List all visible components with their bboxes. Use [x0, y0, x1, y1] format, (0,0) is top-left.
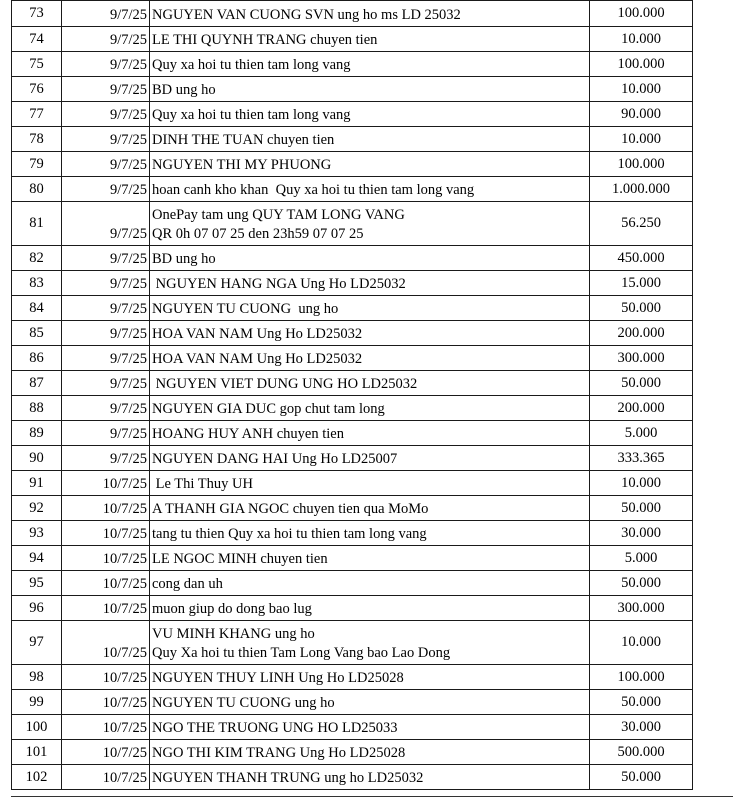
row-number-cell: 95: [12, 571, 62, 596]
amount-cell: 50.000: [590, 690, 693, 715]
date-cell: 10/7/25: [62, 715, 150, 740]
row-number-cell: 76: [12, 77, 62, 102]
description-line: NGUYEN THANH TRUNG ung ho LD25032: [152, 770, 424, 786]
description-cell: [150, 1, 590, 27]
description-line: NGUYEN VAN CUONG SVN ung ho ms LD 25032: [152, 7, 461, 23]
table-row: [12, 496, 693, 521]
table-row: [12, 296, 693, 321]
table-row: [12, 152, 693, 177]
date-cell: 9/7/25: [62, 396, 150, 421]
table-row: [12, 321, 693, 346]
date-cell: 9/7/25: [62, 52, 150, 77]
row-number-cell: 74: [12, 27, 62, 52]
date-cell: 9/7/25: [62, 421, 150, 446]
amount-cell: 200.000: [590, 396, 693, 421]
date-cell: 9/7/25: [62, 296, 150, 321]
row-number-cell: 81: [12, 202, 62, 246]
date-cell: 9/7/25: [62, 446, 150, 471]
table-row: [12, 471, 693, 496]
date-cell: 9/7/25: [62, 202, 150, 246]
description-cell: [150, 740, 590, 765]
table-row: [12, 52, 693, 77]
amount-cell: 50.000: [590, 496, 693, 521]
amount-cell: 100.000: [590, 52, 693, 77]
amount-cell: 333.365: [590, 446, 693, 471]
date-cell: 9/7/25: [62, 127, 150, 152]
table-row: [12, 271, 693, 296]
amount-cell: 300.000: [590, 346, 693, 371]
description-line: Quy xa hoi tu thien tam long vang: [152, 57, 351, 73]
description-line: NGUYEN DANG HAI Ung Ho LD25007: [152, 451, 398, 467]
row-number-cell: 97: [12, 621, 62, 665]
table-row: [12, 396, 693, 421]
description-line: HOA VAN NAM Ung Ho LD25032: [152, 351, 363, 367]
description-cell: [150, 521, 590, 546]
description-cell: [150, 102, 590, 127]
amount-cell: 10.000: [590, 621, 693, 665]
description-line: LE THI QUYNH TRANG chuyen tien: [152, 32, 378, 48]
table-row: [12, 246, 693, 271]
amount-cell: 90.000: [590, 102, 693, 127]
amount-cell: 300.000: [590, 596, 693, 621]
amount-cell: 50.000: [590, 296, 693, 321]
date-cell: 10/7/25: [62, 596, 150, 621]
description-line: BD ung ho: [152, 251, 216, 267]
table-row: [12, 546, 693, 571]
amount-cell: 100.000: [590, 1, 693, 27]
row-number-cell: 102: [12, 765, 62, 790]
description-line: HOANG HUY ANH chuyen tien: [152, 426, 344, 442]
row-number-cell: 78: [12, 127, 62, 152]
description-cell: [150, 27, 590, 52]
row-number-cell: 98: [12, 665, 62, 690]
row-number-cell: 100: [12, 715, 62, 740]
table-row: [12, 202, 693, 246]
amount-cell: 1.000.000: [590, 177, 693, 202]
table-row: [12, 102, 693, 127]
description-cell: [150, 296, 590, 321]
description-line: LE NGOC MINH chuyen tien: [152, 551, 328, 567]
amount-cell: 450.000: [590, 246, 693, 271]
date-cell: 10/7/25: [62, 621, 150, 665]
description-cell: [150, 52, 590, 77]
description-line: cong dan uh: [152, 576, 223, 592]
table-row: [12, 1, 693, 27]
description-line: BD ung ho: [152, 82, 216, 98]
date-cell: 10/7/25: [62, 665, 150, 690]
description-line: hoan canh kho khan Quy xa hoi tu thien tam long vang: [152, 182, 475, 198]
amount-cell: 56.250: [590, 202, 693, 246]
description-cell: [150, 346, 590, 371]
amount-cell: 5.000: [590, 546, 693, 571]
amount-cell: 10.000: [590, 471, 693, 496]
amount-cell: 50.000: [590, 571, 693, 596]
date-cell: 10/7/25: [62, 765, 150, 790]
description-line: NGUYEN THUY LINH Ung Ho LD25028: [152, 670, 404, 686]
row-number-cell: 86: [12, 346, 62, 371]
date-cell: 10/7/25: [62, 690, 150, 715]
table-row: [12, 446, 693, 471]
date-cell: 9/7/25: [62, 77, 150, 102]
date-cell: 9/7/25: [62, 321, 150, 346]
description-cell: [150, 765, 590, 790]
row-number-cell: 82: [12, 246, 62, 271]
date-cell: 10/7/25: [62, 471, 150, 496]
description-cell: [150, 621, 590, 665]
date-cell: 9/7/25: [62, 346, 150, 371]
row-number-cell: 80: [12, 177, 62, 202]
description-cell: [150, 371, 590, 396]
amount-cell: 100.000: [590, 152, 693, 177]
bottom-rule: [11, 796, 733, 797]
description-cell: [150, 596, 590, 621]
amount-cell: 50.000: [590, 371, 693, 396]
date-cell: 9/7/25: [62, 177, 150, 202]
table-row: [12, 740, 693, 765]
date-cell: 9/7/25: [62, 152, 150, 177]
table-row: [12, 421, 693, 446]
table-row: [12, 690, 693, 715]
date-cell: 9/7/25: [62, 1, 150, 27]
amount-cell: 15.000: [590, 271, 693, 296]
date-cell: 9/7/25: [62, 102, 150, 127]
description-line: NGUYEN TU CUONG ung ho: [152, 695, 335, 711]
table-row: [12, 765, 693, 790]
description-line: NGUYEN HANG NGA Ung Ho LD25032: [152, 276, 406, 292]
row-number-cell: 79: [12, 152, 62, 177]
description-cell: [150, 546, 590, 571]
description-cell: [150, 690, 590, 715]
amount-cell: 500.000: [590, 740, 693, 765]
table-row: [12, 621, 693, 665]
donation-table: [11, 0, 693, 790]
description-cell: [150, 665, 590, 690]
description-line: DINH THE TUAN chuyen tien: [152, 132, 335, 148]
description-cell: [150, 177, 590, 202]
description-line: NGUYEN TU CUONG ung ho: [152, 301, 339, 317]
row-number-cell: 77: [12, 102, 62, 127]
description-cell: [150, 715, 590, 740]
description-cell: [150, 127, 590, 152]
table-row: [12, 177, 693, 202]
date-cell: 9/7/25: [62, 271, 150, 296]
table-row: [12, 77, 693, 102]
description-line: NGUYEN THI MY PHUONG: [152, 157, 332, 173]
description-cell: [150, 396, 590, 421]
table-row: [12, 665, 693, 690]
row-number-cell: 101: [12, 740, 62, 765]
table-row: [12, 27, 693, 52]
amount-cell: 10.000: [590, 77, 693, 102]
amount-cell: 10.000: [590, 27, 693, 52]
table-row: [12, 371, 693, 396]
amount-cell: 10.000: [590, 127, 693, 152]
date-cell: 10/7/25: [62, 740, 150, 765]
table-row: [12, 521, 693, 546]
description-line: NGO THI KIM TRANG Ung Ho LD25028: [152, 745, 406, 761]
amount-cell: 100.000: [590, 665, 693, 690]
row-number-cell: 93: [12, 521, 62, 546]
row-number-cell: 99: [12, 690, 62, 715]
row-number-cell: 96: [12, 596, 62, 621]
description-line: Quy Xa hoi tu thien Tam Long Vang bao Lao Dong: [152, 645, 451, 661]
row-number-cell: 84: [12, 296, 62, 321]
description-line: NGUYEN VIET DUNG UNG HO LD25032: [152, 376, 418, 392]
description-line: Le Thi Thuy UH: [152, 476, 253, 492]
row-number-cell: 75: [12, 52, 62, 77]
description-cell: [150, 152, 590, 177]
date-cell: 10/7/25: [62, 521, 150, 546]
row-number-cell: 73: [12, 1, 62, 27]
date-cell: 9/7/25: [62, 246, 150, 271]
amount-cell: 200.000: [590, 321, 693, 346]
description-line: Quy xa hoi tu thien tam long vang: [152, 107, 351, 123]
date-cell: 9/7/25: [62, 27, 150, 52]
description-cell: [150, 202, 590, 246]
description-line: tang tu thien Quy xa hoi tu thien tam long vang: [152, 526, 427, 542]
description-cell: [150, 421, 590, 446]
description-line: HOA VAN NAM Ung Ho LD25032: [152, 326, 363, 342]
description-line: muon giup do dong bao lug: [152, 601, 312, 617]
row-number-cell: 89: [12, 421, 62, 446]
row-number-cell: 83: [12, 271, 62, 296]
description-cell: [150, 496, 590, 521]
description-cell: [150, 77, 590, 102]
amount-cell: 30.000: [590, 521, 693, 546]
description-cell: [150, 246, 590, 271]
description-line: NGO THE TRUONG UNG HO LD25033: [152, 720, 398, 736]
description-cell: [150, 321, 590, 346]
donation-table-body: [12, 1, 693, 790]
date-cell: 9/7/25: [62, 371, 150, 396]
description-line: A THANH GIA NGOC chuyen tien qua MoMo: [152, 501, 429, 517]
date-cell: 10/7/25: [62, 546, 150, 571]
table-row: [12, 346, 693, 371]
table-row: [12, 571, 693, 596]
row-number-cell: 90: [12, 446, 62, 471]
description-line: QR 0h 07 07 25 den 23h59 07 07 25: [152, 226, 364, 242]
description-cell: [150, 271, 590, 296]
table-row: [12, 596, 693, 621]
amount-cell: 5.000: [590, 421, 693, 446]
row-number-cell: 87: [12, 371, 62, 396]
amount-cell: 30.000: [590, 715, 693, 740]
row-number-cell: 91: [12, 471, 62, 496]
date-cell: 10/7/25: [62, 496, 150, 521]
row-number-cell: 92: [12, 496, 62, 521]
amount-cell: 50.000: [590, 765, 693, 790]
table-row: [12, 127, 693, 152]
row-number-cell: 94: [12, 546, 62, 571]
date-cell: 10/7/25: [62, 571, 150, 596]
row-number-cell: 88: [12, 396, 62, 421]
description-line: OnePay tam ung QUY TAM LONG VANG: [152, 207, 405, 223]
description-line: VU MINH KHANG ung ho: [152, 626, 315, 642]
description-line: NGUYEN GIA DUC gop chut tam long: [152, 401, 385, 417]
row-number-cell: 85: [12, 321, 62, 346]
table-row: [12, 715, 693, 740]
description-cell: [150, 571, 590, 596]
description-cell: [150, 446, 590, 471]
description-cell: [150, 471, 590, 496]
